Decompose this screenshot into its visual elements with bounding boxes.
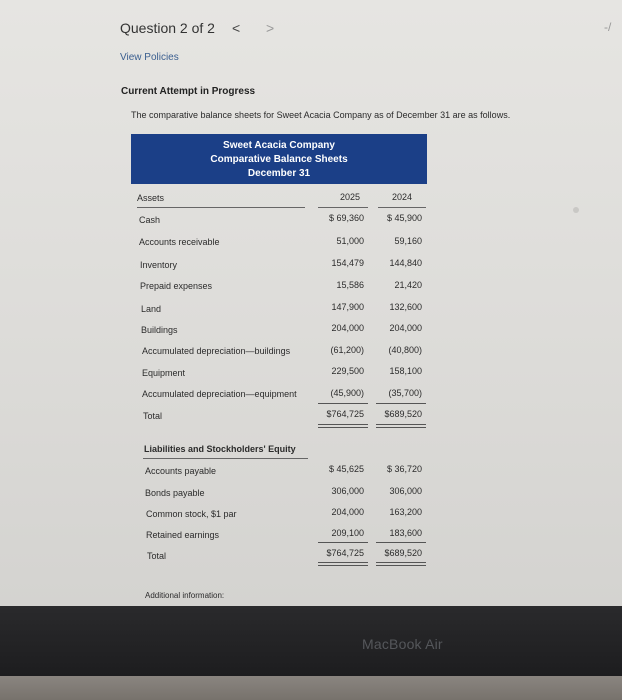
question-counter: Question 2 of 2 (120, 20, 215, 36)
column-header-2024: 2024 (391, 192, 412, 202)
liabilities-total-label: Total (147, 551, 167, 561)
asset-label: Accumulated depreciation—equipment (142, 389, 297, 399)
next-question-icon[interactable]: > (266, 20, 275, 36)
asset-value-2025: 147,900 (331, 302, 364, 312)
liability-value-2024: 163,200 (389, 507, 422, 517)
corner-text: -/ (604, 20, 612, 34)
assets-total-2024: $689,520 (384, 409, 422, 419)
liab-total-double-rule-2025 (318, 565, 368, 566)
liabilities-heading-rule (143, 458, 308, 459)
asset-value-2024: 204,000 (389, 323, 422, 333)
asset-label: Prepaid expenses (140, 281, 213, 291)
liability-value-2025: 204,000 (331, 507, 364, 517)
liabilities-total-2025: $764,725 (326, 548, 364, 558)
laptop-bezel (0, 606, 622, 676)
liab-total-double-rule-2024 (376, 565, 426, 566)
liability-label: Bonds payable (145, 488, 205, 498)
asset-value-2024: 59,160 (394, 236, 422, 246)
total-double-rule-2025 (318, 424, 368, 425)
assets-heading: Assets (137, 193, 165, 203)
asset-value-2025: 229,500 (331, 366, 364, 376)
liabilities-heading: Liabilities and Stockholders' Equity (144, 444, 296, 454)
view-policies-link[interactable]: View Policies (120, 52, 179, 63)
asset-value-2024: 21,420 (394, 280, 422, 290)
balance-sheet-header (131, 134, 427, 184)
asset-label: Cash (139, 215, 161, 225)
asset-label: Accounts receivable (139, 237, 220, 247)
liability-value-2025: 306,000 (331, 486, 364, 496)
asset-value-2024: (35,700) (388, 388, 422, 398)
liability-value-2024: 306,000 (389, 486, 422, 496)
asset-value-2024: 144,840 (389, 258, 422, 268)
asset-label: Buildings (141, 325, 178, 335)
dust-dot (573, 207, 579, 213)
liab-total-double-rule-2025 (318, 562, 368, 563)
asset-value-2024: 158,100 (389, 366, 422, 376)
liab-subtotal-rule-2024 (376, 542, 426, 543)
asset-label: Land (141, 304, 162, 314)
asset-value-2024: (40,800) (388, 345, 422, 355)
additional-information: Additional information: (145, 591, 225, 600)
header-rule (137, 207, 305, 208)
liability-label: Common stock, $1 par (146, 509, 237, 519)
laptop-base (0, 676, 622, 700)
liability-value-2025: $ 45,625 (328, 464, 364, 474)
asset-value-2024: 132,600 (389, 302, 422, 312)
asset-label: Inventory (140, 260, 178, 270)
liability-label: Accounts payable (145, 466, 217, 476)
liability-value-2024: $ 36,720 (386, 464, 422, 474)
asset-value-2025: 204,000 (331, 323, 364, 333)
total-double-rule-2024 (376, 424, 426, 425)
asset-value-2024: $ 45,900 (386, 213, 422, 223)
sheet-title: Comparative Balance Sheets (210, 154, 348, 165)
device-label: MacBook Air (362, 636, 443, 652)
liabilities-total-2024: $689,520 (384, 548, 422, 558)
total-double-rule-2024 (376, 427, 426, 428)
liab-subtotal-rule-2025 (318, 542, 368, 543)
asset-label: Equipment (142, 368, 186, 378)
asset-value-2025: (45,900) (330, 388, 364, 398)
header-rule-2024 (378, 207, 426, 208)
company-name: Sweet Acacia Company (223, 140, 335, 151)
total-double-rule-2025 (318, 427, 368, 428)
column-header-2025: 2025 (339, 192, 360, 202)
asset-value-2025: 15,586 (336, 280, 364, 290)
liability-value-2025: 209,100 (331, 528, 364, 538)
asset-value-2025: $ 69,360 (328, 213, 364, 223)
previous-question-icon[interactable]: < (232, 20, 241, 36)
sheet-date: December 31 (247, 168, 311, 179)
asset-value-2025: 51,000 (336, 236, 364, 246)
header-rule-2025 (318, 207, 368, 208)
attempt-status: Current Attempt in Progress (121, 86, 256, 97)
liability-label: Retained earnings (146, 530, 220, 540)
asset-value-2025: (61,200) (330, 345, 364, 355)
assets-total-2025: $764,725 (326, 409, 364, 419)
liab-total-double-rule-2024 (376, 562, 426, 563)
subtotal-rule-2025 (318, 403, 368, 404)
question-intro: The comparative balance sheets for Sweet Acacia Company as of December 31 are as follows. (131, 110, 511, 120)
liability-value-2024: 183,600 (389, 528, 422, 538)
subtotal-rule-2024 (376, 403, 426, 404)
assets-total-label: Total (143, 411, 163, 421)
asset-value-2025: 154,479 (331, 258, 364, 268)
asset-label: Accumulated depreciation—buildings (142, 346, 291, 356)
